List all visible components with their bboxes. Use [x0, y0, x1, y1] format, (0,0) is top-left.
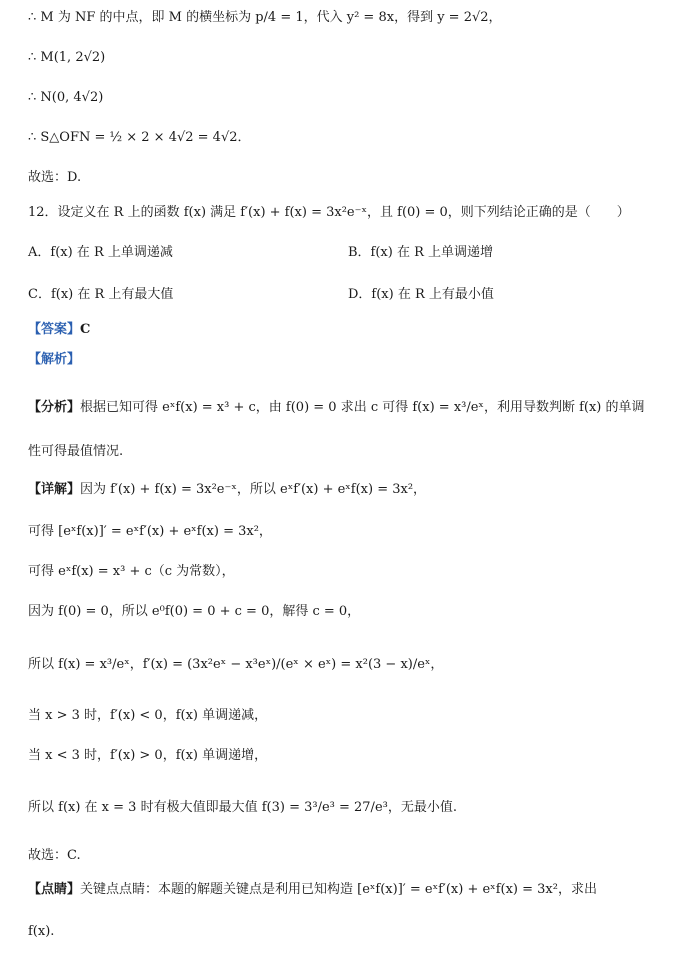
dianjing-tag: 【点睛】	[28, 882, 81, 897]
derivation-step-5: 当 x > 3 时，f′(x) < 0，f(x) 单调递减，	[28, 708, 268, 723]
dianjing-row	[28, 880, 597, 900]
solution-choice-d: 故选：D.	[28, 170, 82, 185]
dianjing-text: 关键点点睛：本题的解题关键点是利用已知构造 [eˣf(x)]′ = eˣf′(x) + eˣf(x) = 3x²，求出	[80, 882, 597, 897]
solution-line-area: ∴ S△OFN = ½ × 2 × 4√2 = 4√2．	[28, 130, 251, 145]
fenxi-tag: 【分析】	[28, 400, 81, 415]
derivation-step-2: 可得 eˣf(x) = x³ + c（c 为常数），	[28, 564, 235, 579]
derivation-step-6: 当 x < 3 时，f′(x) > 0，f(x) 单调递增，	[28, 748, 268, 763]
fenxi-row	[28, 398, 645, 418]
final-choice: 故选：C.	[28, 848, 81, 863]
xiangjie-row	[28, 480, 426, 500]
option-c: C．f(x) 在 R 上有最大值	[28, 287, 174, 302]
solution-line-point-m: ∴ M(1, 2√2)	[28, 50, 106, 65]
solution-line-point-n: ∴ N(0, 4√2)	[28, 90, 104, 105]
fenxi-continuation: 性可得最值情况.	[28, 444, 124, 459]
analysis-heading	[28, 350, 80, 370]
answer-value: C	[80, 322, 91, 337]
option-b: B．f(x) 在 R 上单调递增	[348, 245, 494, 260]
derivation-step-3: 因为 f(0) = 0，所以 e⁰f(0) = 0 + c = 0，解得 c = 0，	[28, 604, 361, 619]
option-d: D．f(x) 在 R 上有最小值	[348, 287, 494, 302]
derivation-step-7: 所以 f(x) 在 x = 3 时有极大值即最大值 f(3) = 3³/e³ = 27/e³，无最小值.	[28, 800, 457, 815]
option-a: A．f(x) 在 R 上单调递减	[28, 245, 173, 260]
answer-tag: 【答案】	[28, 322, 81, 337]
derivation-step-4: 所以 f(x) = x³/eˣ，f′(x) = (3x²eˣ − x³eˣ)/(eˣ × eˣ) = x²(3 − x)/eˣ，	[28, 657, 444, 672]
solution-line-midpoint: ∴ M 为 NF 的中点，即 M 的横坐标为 p/4 = 1，代入 y² = 8x，得到 y = 2√2，	[28, 10, 502, 25]
answer-row	[28, 320, 90, 340]
question-12-stem: 12．设定义在 R 上的函数 f(x) 满足 f′(x) + f(x) = 3x²e⁻ˣ，且 f(0) = 0，则下列结论正确的是（ ）	[28, 205, 630, 220]
xiangjie-tag: 【详解】	[28, 482, 81, 497]
fenxi-text: 根据已知可得 eˣf(x) = x³ + c，由 f(0) = 0 求出 c 可得 f(x) = x³/eˣ，利用导数判断 f(x) 的单调	[80, 400, 645, 415]
xiangjie-text: 因为 f′(x) + f(x) = 3x²e⁻ˣ，所以 eˣf′(x) + eˣf(x) = 3x²，	[80, 482, 427, 497]
analysis-tag: 【解析】	[28, 352, 81, 367]
derivation-step-1: 可得 [eˣf(x)]′ = eˣf′(x) + eˣf(x) = 3x²，	[28, 524, 272, 539]
dianjing-continuation: f(x).	[28, 924, 55, 939]
